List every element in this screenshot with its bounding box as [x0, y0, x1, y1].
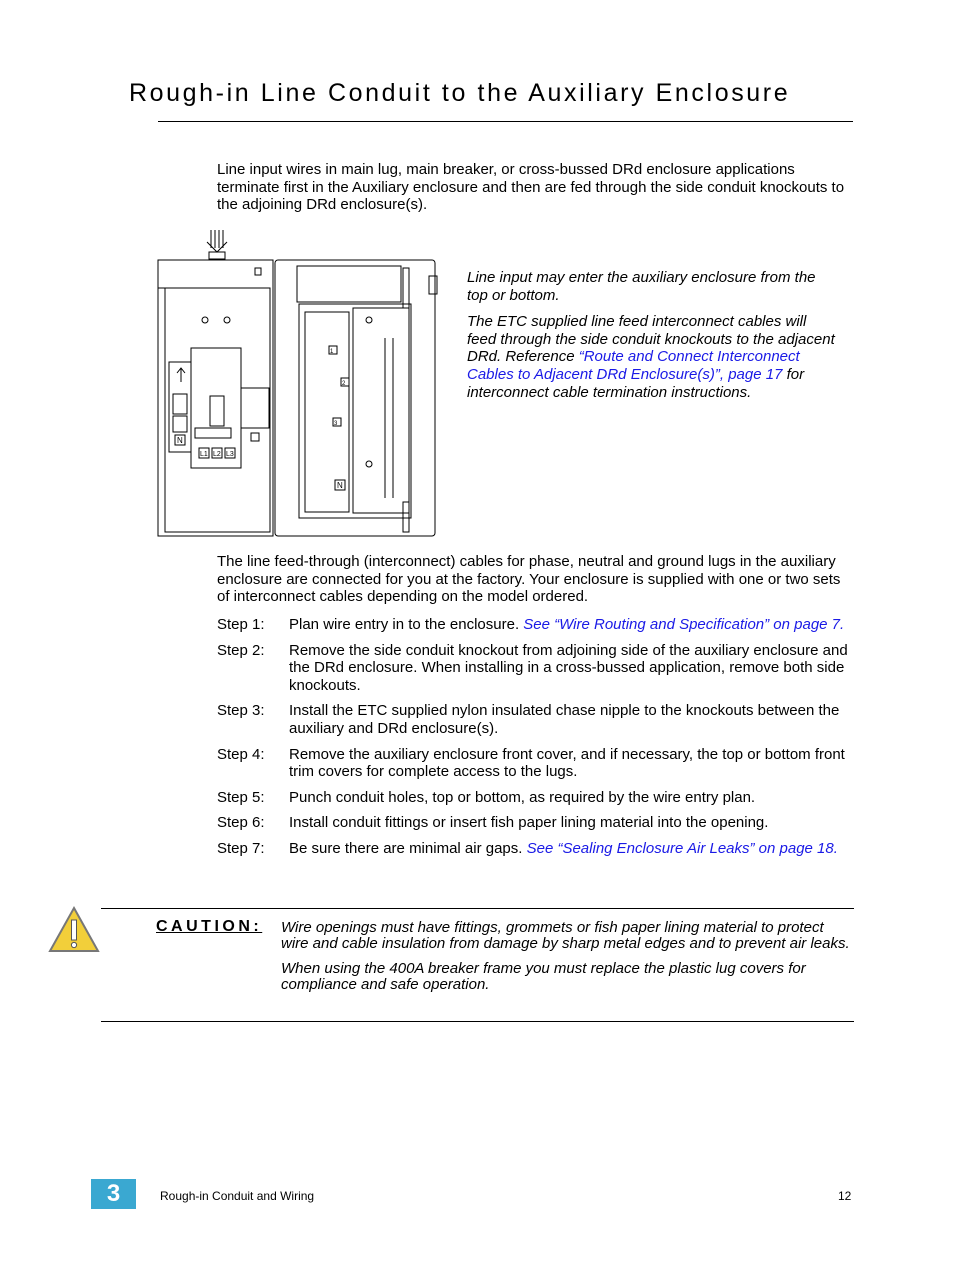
caption-line-input: Line input may enter the auxiliary enclosure from the top or bottom. [467, 269, 816, 304]
warning-triangle-icon [48, 905, 100, 955]
title-rule [158, 121, 853, 122]
caution-text [281, 920, 855, 1002]
wire-routing-link[interactable]: See “Wire Routing and Specification” on page 7. [523, 616, 845, 633]
drd-neutral-lug-label: N [337, 481, 343, 490]
enclosure-diagram [155, 228, 443, 538]
sealing-air-leaks-link[interactable]: See “Sealing Enclosure Air Leaks” on page 18. [526, 839, 838, 857]
step-3: Step 3: Install the ETC supplied nylon insulated chase nipple to the knockouts between the auxiliary and DRd enclosure(s). [217, 702, 840, 737]
intro-paragraph: Line input wires in main lug, main breaker, or cross-bussed DRd enclosure applications terminate first in the Auxiliary enclosure and then are fed through the side conduit knockouts to the adjoining DRd enclosure(s). [217, 161, 845, 214]
l3-label: L3 [226, 451, 234, 458]
figure-captions [467, 269, 837, 410]
svg-text:3: 3 [334, 421, 338, 427]
page-number: 12 [838, 1189, 852, 1203]
feed-through-paragraph: The line feed-through (interconnect) cables for phase, neutral and ground lugs in the auxiliary enclosure are connected for you at the factory. Your enclosure is supplied with one or two sets of interconnect cables depending on the model ordered. [217, 553, 841, 606]
caution-paragraph-2: When using the 400A breaker frame you must replace the plastic lug covers for compliance and safe operation. [281, 960, 806, 993]
svg-text:1: 1 [330, 349, 334, 355]
step-5: Step 5: Punch conduit holes, top or bottom, as required by the wire entry plan. [217, 788, 756, 806]
steps-list [217, 616, 857, 866]
line-entry-arrow-icon [207, 230, 227, 259]
step-7: Step 7: Be sure there are minimal air gaps. See “Sealing Enclosure Air Leaks” on page 18. [217, 839, 838, 857]
caution-label: CAUTION: [156, 918, 263, 935]
caution-paragraph-1: Wire openings must have fittings, grommets or fish paper lining material to protect wire and cable insulation from damage by sharp metal edges and to prevent air leaks. [281, 919, 850, 952]
l1-label: L1 [200, 451, 208, 458]
step-2: Step 2: Remove the side conduit knockout from adjoining side of the auxiliary enclosure and the DRd enclosure. When installing in a cross-bussed application, remove both side knockouts. [217, 641, 848, 694]
step-4: Step 4: Remove the auxiliary enclosure front cover, and if necessary, the top or bottom front trim covers for complete access to the lugs. [217, 745, 845, 781]
caption-interconnect: The ETC supplied line feed interconnect cables will feed through the side conduit knockouts to the adjacent DRd. Reference “Route and Connect Interconnect Cables to Adjacent DRd Enclosure(s)”, page 17 for interconnect cable termination instructions. [467, 313, 835, 401]
route-and-connect-link[interactable]: “Route and Connect Interconnect Cables to Adjacent DRd Enclosure(s)”, page 17 [467, 348, 800, 383]
footer-section-title: Rough-in Conduit and Wiring [160, 1189, 315, 1203]
page-title: Rough-in Line Conduit to the Auxiliary Enclosure [129, 79, 791, 107]
svg-text:2: 2 [342, 381, 346, 387]
neutral-lug-label: N [177, 436, 183, 445]
step-1: Step 1: Plan wire entry in to the enclosure. See “Wire Routing and Specification” on page 7. [217, 616, 845, 633]
chapter-tab: 3 [91, 1179, 136, 1209]
l2-label: L2 [213, 451, 221, 458]
step-6: Step 6: Install conduit fittings or insert fish paper lining material into the opening. [217, 814, 769, 832]
